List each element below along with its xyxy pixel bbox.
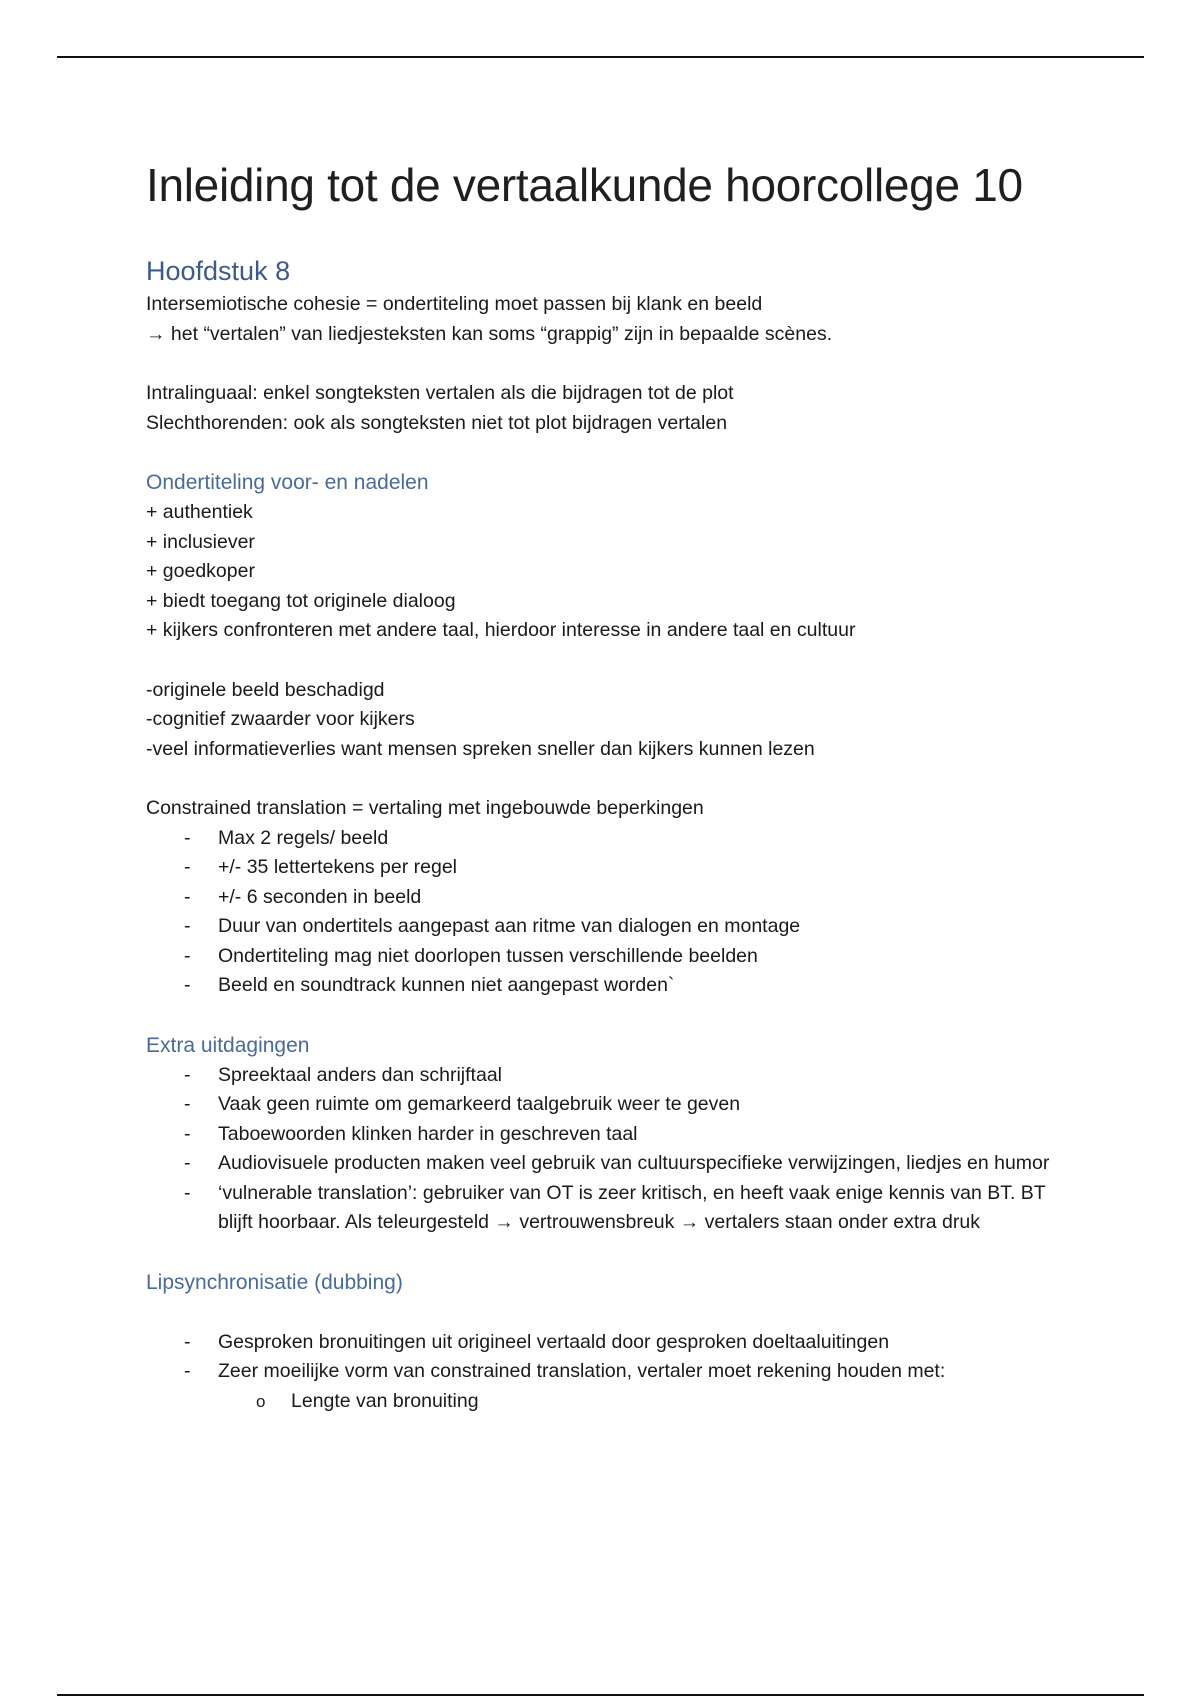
- list-item: - Duur van ondertitels aangepast aan ritme van dialogen en montage: [146, 912, 1076, 942]
- list-item: - Taboewoorden klinken harder in geschreven taal: [146, 1120, 1076, 1150]
- list-item: - Audiovisuele producten maken veel gebruik van cultuurspecifieke verwijzingen, liedjes en humor: [146, 1149, 1076, 1179]
- top-rule: [57, 56, 1144, 58]
- list-item: - Zeer moeilijke vorm van constrained translation, vertaler moet rekening houden met:: [146, 1357, 1076, 1387]
- intro-line: → het “vertalen” van liedjesteksten kan soms “grappig” zijn in bepaalde scènes.: [146, 322, 833, 345]
- constrained-intro: Constrained translation = vertaling met ingebouwde beperkingen: [146, 797, 704, 819]
- list-item: - Ondertiteling mag niet doorlopen tussen verschillende beelden: [146, 942, 1076, 972]
- document-body: [146, 150, 1076, 1416]
- bottom-rule: [57, 1694, 1144, 1696]
- con-item: -originele beeld beschadigd: [146, 678, 385, 701]
- sub-list-item: o Lengte van bronuiting: [146, 1387, 1076, 1417]
- pro-item: + kijkers confronteren met andere taal, hierdoor interesse in andere taal en cultuur: [146, 619, 856, 641]
- pro-item: + authentiek: [146, 501, 253, 523]
- chapter-heading: Hoofdstuk 8: [146, 256, 291, 286]
- pro-item: + biedt toegang tot originele dialoog: [146, 589, 456, 612]
- pro-item: + goedkoper: [146, 560, 255, 582]
- list-item: - Gesproken bronuitingen uit origineel vertaald door gesproken doeltaaluitingen: [146, 1328, 1076, 1358]
- pro-item: + inclusiever: [146, 530, 255, 553]
- audience-line: Intralinguaal: enkel songteksten vertalen als die bijdragen tot de plot: [146, 382, 734, 404]
- list-item: - +/- 6 seconden in beeld: [146, 883, 1076, 913]
- con-item: -veel informatieverlies want mensen spreken sneller dan kijkers kunnen lezen: [146, 737, 815, 760]
- audience-line: Slechthorenden: ook als songteksten niet tot plot bijdragen vertalen: [146, 411, 728, 434]
- intro-line: Intersemiotische cohesie = ondertiteling moet passen bij klank en beeld: [146, 293, 763, 315]
- page-title: Inleiding tot de vertaalkunde hoorcollege 10: [146, 159, 1023, 211]
- list-item: - Spreektaal anders dan schrijftaal: [146, 1061, 1076, 1091]
- list-item: - ‘vulnerable translation’: gebruiker van OT is zeer kritisch, en heeft vaak enige kennis van BT. BT blijft hoorbaar. Als teleurgesteld → vertrouwensbreuk → vertalers staan onder extra druk: [146, 1179, 1076, 1238]
- dubbing-list: [146, 1328, 1076, 1387]
- challenges-heading: Extra uitdagingen: [146, 1033, 310, 1057]
- dubbing-sublist: [146, 1387, 1076, 1417]
- con-item: -cognitief zwaarder voor kijkers: [146, 708, 415, 730]
- list-item: - +/- 35 lettertekens per regel: [146, 853, 1076, 883]
- challenges-list: [146, 1061, 1076, 1238]
- pros-cons-heading: Ondertiteling voor- en nadelen: [146, 471, 429, 494]
- constrained-list: [146, 824, 1076, 1001]
- list-item: - Max 2 regels/ beeld: [146, 824, 1076, 854]
- dubbing-heading: Lipsynchronisatie (dubbing): [146, 1270, 403, 1294]
- list-item: - Vaak geen ruimte om gemarkeerd taalgebruik weer te geven: [146, 1090, 1076, 1120]
- list-item: - Beeld en soundtrack kunnen niet aangepast worden`: [146, 971, 1076, 1001]
